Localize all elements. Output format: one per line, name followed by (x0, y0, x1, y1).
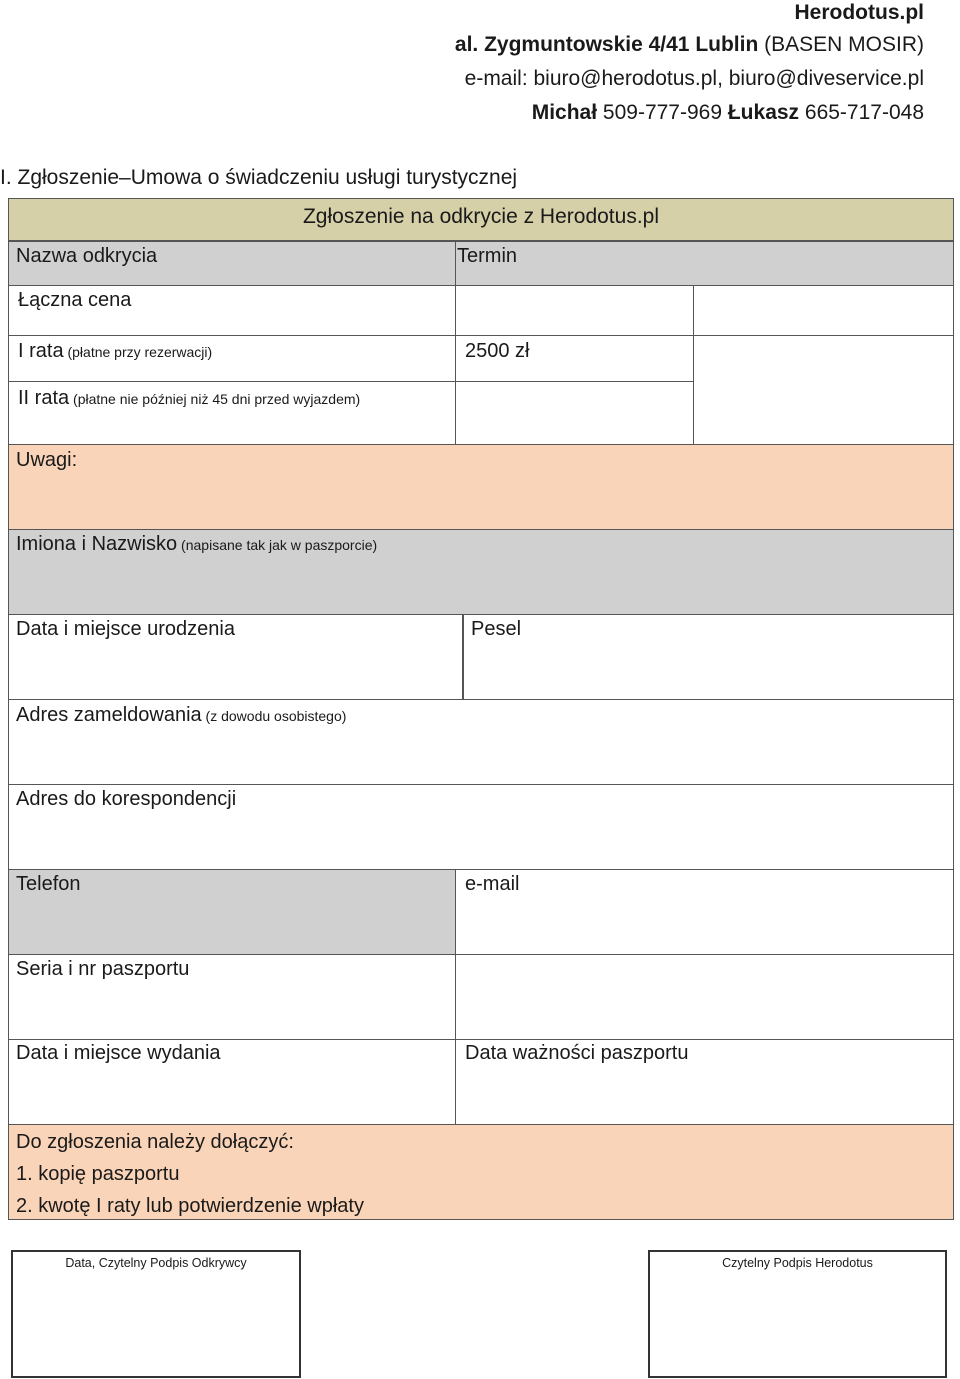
adres-zam-label-text (16, 704, 346, 727)
seria-extra-cell[interactable] (455, 954, 954, 1040)
pesel-field[interactable] (462, 614, 954, 700)
nazwa-odkrycia-field[interactable] (8, 241, 456, 286)
imiona-nazwisko-field[interactable] (8, 529, 954, 615)
adres-zameldowania-field[interactable] (8, 699, 954, 785)
data-wydania-field[interactable] (8, 1039, 456, 1125)
rata2-value-cell[interactable] (455, 381, 694, 445)
rata1-note: (płatne przy rezerwacji) (63, 344, 213, 360)
rata2-label: II rata (18, 387, 70, 409)
rata1-value-cell[interactable] (455, 335, 694, 382)
adres-korespondencji-field[interactable] (8, 784, 954, 870)
address-street: al. Zygmuntowskie 4/41 Lublin (454, 33, 759, 56)
data-wydania-label: Data i miejsce wydania (16, 1042, 221, 1064)
rata1-label-cell (8, 335, 456, 382)
imiona-label-text (16, 533, 377, 556)
contact-phone-1: 509-777-969 (597, 101, 728, 124)
termin-label: Termin (457, 245, 518, 267)
section-title: I. Zgłoszenie–Umowa o świadczeniu usługi turystycznej (0, 166, 518, 189)
nazwa-odkrycia-label: Nazwa odkrycia (16, 245, 158, 267)
rata2-label-text (18, 387, 360, 410)
rata2-label-cell (8, 381, 456, 445)
laczna-cena-label-cell (8, 285, 456, 336)
email-label: e-mail (465, 873, 520, 895)
attachments-list (16, 1126, 364, 1222)
termin-field[interactable] (455, 241, 954, 286)
laczna-cena-value-2[interactable] (693, 285, 954, 336)
contact-name-2: Łukasz (727, 101, 800, 124)
adres-zam-note: (z dowodu osobistego) (201, 708, 347, 724)
laczna-cena-value-1[interactable] (455, 285, 694, 336)
rata2-note: (płatne nie później niż 45 dni przed wyjazdem) (69, 391, 361, 407)
attachments-box (8, 1124, 954, 1220)
data-waznosci-label: Data ważności paszportu (465, 1042, 689, 1064)
rata1-value: 2500 zł (465, 340, 530, 362)
signature-herodotus-label: Czytelny Podpis Herodotus (722, 1256, 873, 1270)
signature-box-explorer[interactable] (11, 1250, 301, 1378)
contact-phone-2: 665-717-048 (799, 101, 924, 124)
laczna-cena-label: Łączna cena (18, 289, 132, 311)
adres-zam-label: Adres zameldowania (16, 704, 202, 726)
data-urodzenia-field[interactable] (8, 614, 464, 700)
uwagi-field[interactable] (8, 444, 954, 530)
adres-kor-label: Adres do korespondencji (16, 788, 237, 810)
data-waznosci-field[interactable] (455, 1039, 954, 1125)
company-email: e-mail: biuro@herodotus.pl, biuro@diveservice.pl (464, 67, 924, 90)
contact-name-1: Michał (531, 101, 598, 124)
data-urodzenia-label: Data i miejsce urodzenia (16, 618, 235, 640)
imiona-note: (napisane tak jak w paszporcie) (177, 537, 378, 553)
company-address (455, 28, 924, 62)
rata-extra-cell[interactable] (693, 335, 954, 445)
uwagi-label: Uwagi: (16, 449, 78, 471)
signature-box-herodotus[interactable] (648, 1250, 947, 1378)
imiona-label: Imiona i Nazwisko (16, 533, 178, 555)
telefon-field[interactable] (8, 869, 456, 955)
form-banner (8, 198, 954, 241)
company-name: Herodotus.pl (794, 1, 924, 24)
seria-paszportu-field[interactable] (8, 954, 456, 1040)
seria-label: Seria i nr paszportu (16, 958, 190, 980)
address-location: (BASEN MOSIR) (758, 33, 924, 56)
email-field[interactable] (455, 869, 954, 955)
attachment-item: 1. kopię paszportu (16, 1163, 180, 1185)
rata1-label: I rata (18, 340, 64, 362)
attachments-title: Do zgłoszenia należy dołączyć: (16, 1131, 294, 1153)
signature-explorer-label: Data, Czytelny Podpis Odkrywcy (65, 1256, 247, 1270)
attachment-item: 2. kwotę I raty lub potwierdzenie wpłaty (16, 1195, 364, 1217)
pesel-label: Pesel (471, 618, 522, 640)
telefon-label: Telefon (16, 873, 81, 895)
company-contacts (532, 96, 924, 130)
form-banner-title: Zgłoszenie na odkrycie z Herodotus.pl (302, 205, 659, 228)
rata1-label-text (18, 340, 212, 363)
